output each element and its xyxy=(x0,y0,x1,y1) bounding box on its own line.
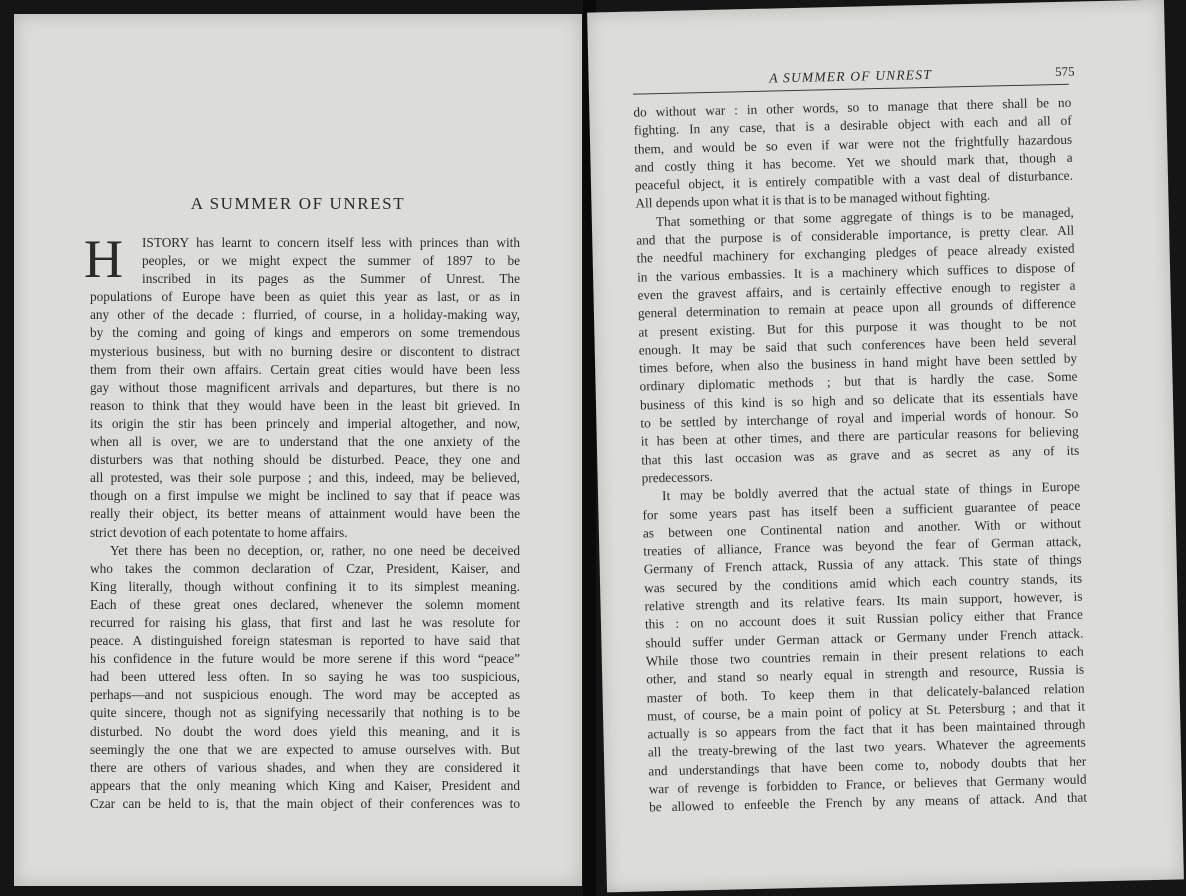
text-line: war of revenge is forbidden to France, or believes that Germany would xyxy=(648,771,1087,797)
text-line: do without war : in other words, so to manage that there shall be no xyxy=(633,94,1072,120)
running-head: A SUMMER OF UNREST xyxy=(769,66,933,86)
text-line: at present existing. But for this purpose it was thought to be not xyxy=(638,314,1077,340)
text-line: seemingly the one that we are expected to amuse ourselves with. But xyxy=(90,741,520,757)
text-line: quite sincere, though not as signifying necessarily that nothing is to be xyxy=(90,705,520,721)
text-line: mysterious business, but with no burning desire or discontent to distract xyxy=(90,343,520,359)
text-line: must, of course, be a main point of policy at St. Petersburg ; and that it xyxy=(646,698,1086,724)
text-line: times before, when also the business in hand might have been settled by xyxy=(639,350,1078,376)
text-line: actually is so appears from the fact that it has been maintained through xyxy=(647,716,1086,742)
text-line: them from their own affairs. Certain great cities would have been less xyxy=(90,361,520,377)
text-line: this : on no account does it suit Russian policy either that France xyxy=(644,606,1084,632)
text-line: enough. It may be said that such conferences have been held several xyxy=(638,332,1077,358)
text-line: gay without those magnificent arrivals and departures, but there is no xyxy=(90,379,520,395)
left-page-body xyxy=(84,229,520,813)
text-line: relative strength and its relative fears. Its main support, however, is xyxy=(644,588,1083,614)
text-line: all protested, was their sole purpose ; and this, indeed, may be believed, xyxy=(90,470,520,486)
text-line: populations of Europe have been as quiet this year as last, or as in xyxy=(90,289,520,305)
text-line: reason to think that they would have been in the least bit grieved. In xyxy=(90,397,520,413)
text-line: All depends upon what it is that is to be managed without fighting. xyxy=(635,188,991,212)
text-line: its origin the stir has been princely and imperial altogether, and now, xyxy=(90,415,520,431)
text-line: fighting. In any case, that is a desirable object with each and all of xyxy=(633,112,1072,138)
text-line: really their object, its better means of attainment would have been the xyxy=(90,506,520,522)
text-line: as between one Continental nation and another. With or without xyxy=(642,515,1081,541)
text-line: that this last occasion was as grave and as secret as any of its xyxy=(641,442,1080,468)
text-line: Germany of French attack, Russia of any attack. This state of things xyxy=(643,552,1082,577)
text-line: Each of these great ones declared, whenever the solemn moment xyxy=(90,596,520,612)
text-line: other, and stand so nearly equal in strength and resource, Russia is xyxy=(646,661,1085,687)
text-line: peaceful object, it is entirely compatible with a vast deal of disturbance. xyxy=(634,167,1074,193)
text-line: for some years past has itself been a sufficient guarantee of peace xyxy=(642,497,1081,523)
text-line: all the treaty-brewing of the last two years. Whatever the agreements xyxy=(647,734,1086,760)
left-page xyxy=(14,14,582,886)
text-line: and that the purpose is of considerable importance, is pretty clear. All xyxy=(636,222,1075,248)
text-line: peoples, or we might expect the summer of 1897 to be xyxy=(142,253,520,269)
text-line: it has been at other times, and there are particular reasons for believing xyxy=(640,423,1079,449)
text-line: there are others of various shades, and when they are considered it xyxy=(90,759,520,775)
text-line: when all is over, we are to understand that the one anxiety of the xyxy=(90,434,520,450)
text-line: any other of the decade : flurried, of course, in a holiday-making way, xyxy=(90,307,520,323)
text-line: predecessors. xyxy=(641,468,714,486)
text-line: even the gravest affairs, and is certainly effective enough to register a xyxy=(637,277,1076,303)
text-line: recurred for raising his glass, that first and last he was resolute for xyxy=(90,614,520,630)
text-line: While those two countries remain in their present relations to each xyxy=(645,643,1084,669)
text-line: in the various embassies. It is a machinery which suffices to dispose of xyxy=(636,259,1076,285)
text-line: be allowed to enfeeble the French by any means of attack. And that xyxy=(648,789,1088,815)
text-line: by the coming and going of kings and emperors on some tremendous xyxy=(90,325,520,341)
text-line: strict devotion of each potentate to home affairs. xyxy=(90,524,348,540)
text-line: had been uttered less often. In so saying he was too suspicious, xyxy=(90,669,520,685)
text-line: should suffer under German attack or Germany under French attack. xyxy=(645,625,1084,651)
text-line: King literally, though without confining it to its simplest meaning. xyxy=(90,578,520,594)
drop-cap: H xyxy=(84,229,123,289)
text-line: though on a first impulse we might be inclined to say that if peace was xyxy=(90,488,520,504)
text-line: Czar can be held to is, that the main object of their conferences was to xyxy=(90,795,520,811)
article-title: A SUMMER OF UNREST xyxy=(190,194,406,213)
right-page xyxy=(587,0,1184,892)
text-line: inscribed in its pages as the Summer of Unrest. The xyxy=(142,271,520,287)
text-line: and costly thing it has become. Yet we should mark that, though a xyxy=(634,149,1073,175)
text-line: who takes the common declaration of Czar, President, Kaiser, and xyxy=(90,560,520,576)
text-line: ordinary diplomatic methods ; but that is hardly the case. Some xyxy=(639,369,1078,395)
text-line: That something or that some aggregate of things is to be managed, xyxy=(655,204,1074,229)
text-line: treaties of alliance, France was beyond the fear of German attack, xyxy=(643,533,1082,559)
text-line: to be settled by interchange of royal and imperial words of honour. So xyxy=(640,405,1079,431)
text-line: business of this kind is so high and so delicate that its essentials have xyxy=(639,387,1079,413)
text-line: perhaps—and not suspicious enough. The word may be accepted as xyxy=(90,687,520,703)
text-line: and understandings that have been come to, nobody doubts that her xyxy=(648,753,1087,779)
text-line: It may be boldly averred that the actual state of things in Europe xyxy=(661,478,1081,504)
text-line: was secured by the conditions amid which each country stands, its xyxy=(643,570,1083,596)
text-line: the needful machinery for exchanging pledges of peace already existed xyxy=(636,241,1075,266)
page-number: 575 xyxy=(1054,63,1075,80)
text-line: disturbers was that nothing should be disturbed. Peace, they one and xyxy=(90,452,520,468)
right-page-body xyxy=(633,94,1087,817)
text-line: them, and would be so even if war were not the frightfully hazardous xyxy=(634,131,1073,157)
text-line: peace. A distinguished foreign statesman is reported to have said that xyxy=(90,633,520,649)
text-line: appears that the only meaning which King and Kaiser, President and xyxy=(90,777,520,793)
text-line: disturbed. No doubt the word does yield this meaning, and it is xyxy=(90,723,520,739)
text-line: ISTORY has learnt to concern itself less with princes than with xyxy=(142,235,520,250)
page-header xyxy=(632,60,1075,95)
text-line: his confidence in the future would be more serene if this word “peace” xyxy=(90,651,520,667)
text-line: general determination to remain at peace upon all grounds of difference xyxy=(637,295,1076,321)
text-line: master of both. To keep them in that delicately-balanced relation xyxy=(646,680,1085,705)
text-line: Yet there has been no deception, or, rather, no one need be deceived xyxy=(110,542,520,558)
